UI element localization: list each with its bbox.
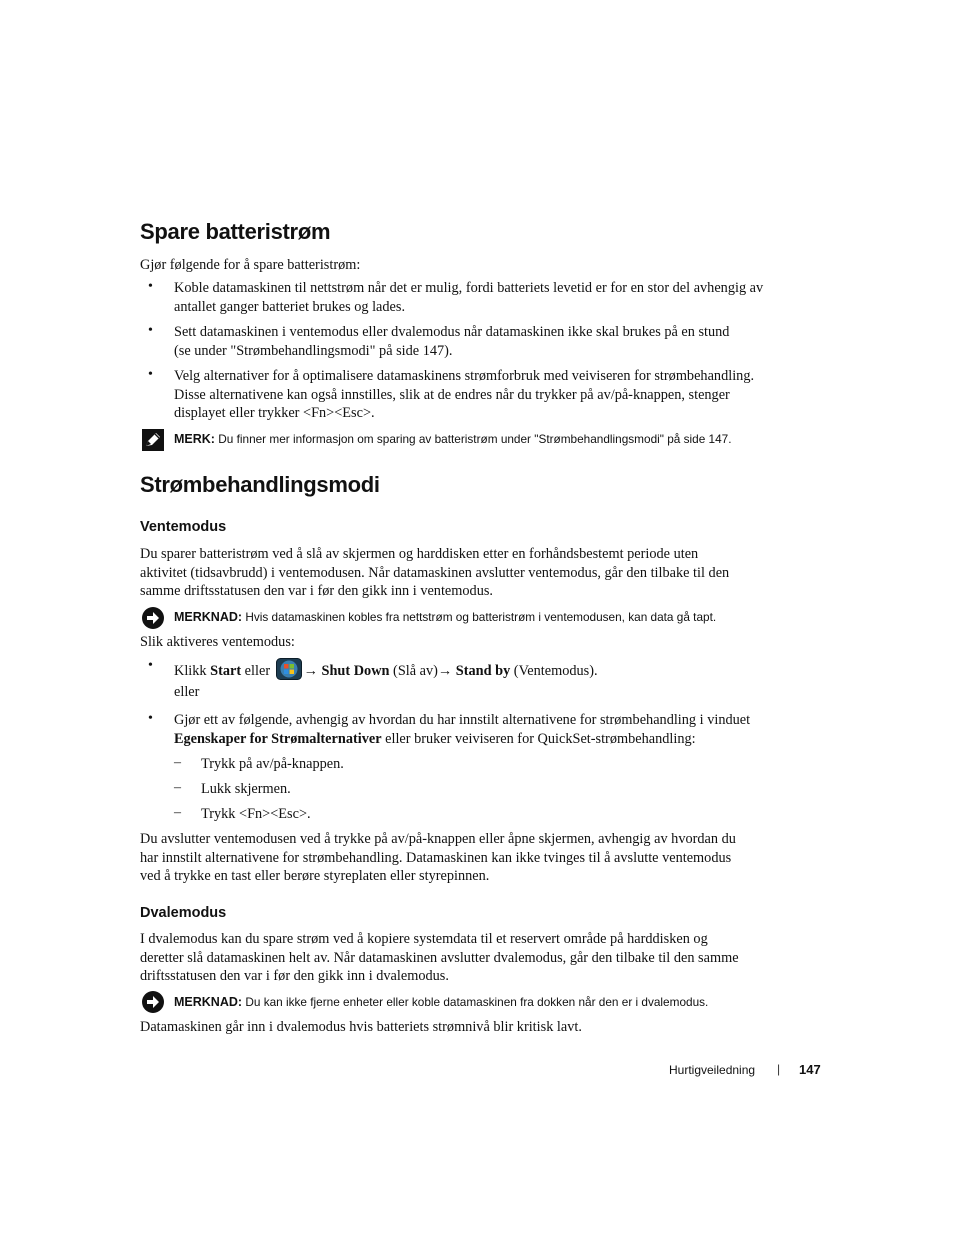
list-item-klikk-start xyxy=(174,658,824,681)
page-number: 147 xyxy=(799,1062,821,1077)
notice-label: MERKNAD: xyxy=(174,610,243,624)
text-fragment: eller xyxy=(241,663,274,679)
notice-text: Hvis datamaskinen kobles fra nettstrøm og batteristrøm i ventemodusen, kan data gå tapt. xyxy=(242,610,717,624)
bullet-mark: • xyxy=(148,323,153,338)
footer-section-name: Hurtigveiledning xyxy=(669,1063,756,1077)
list-item-line: Koble datamaskinen til nettstrøm når det er mulig, fordi batteriets levetid er for en stor del avhengig av xyxy=(174,280,764,296)
notice-dvalemodus xyxy=(174,994,708,1010)
text-fragment: (Slå av) xyxy=(389,663,438,679)
paragraph-line: driftsstatusen den var i før den gikk inn i dvalemodus. xyxy=(140,968,449,984)
dash-mark: – xyxy=(174,805,181,820)
bullet-mark: • xyxy=(148,711,153,726)
arrow-notice-icon xyxy=(141,990,165,1014)
or-text: eller xyxy=(174,684,200,700)
paragraph-line: har innstilt alternativene for strømbehandling. Datamaskinen kan ikke tvinges til å avslutte ventemodus xyxy=(140,849,732,866)
dash-item: Trykk på av/på-knappen. xyxy=(201,756,344,772)
intro-text: Gjør følgende for å spare batteristrøm: xyxy=(140,257,361,273)
activate-text: Slik aktiveres ventemodus: xyxy=(140,634,295,650)
dash-mark: – xyxy=(174,755,181,770)
arrow-notice-icon xyxy=(141,606,165,630)
list-item-line xyxy=(174,730,824,749)
text-fragment: Klikk xyxy=(174,663,211,679)
subsection-title-dvalemodus: Dvalemodus xyxy=(140,905,227,921)
text-fragment: eller bruker veiviseren for QuickSet-strømbehandling: xyxy=(381,730,696,747)
list-item xyxy=(174,367,824,423)
dvalemodus-paragraph-2: Datamaskinen går inn i dvalemodus hvis batteriets strømnivå blir kritisk lavt. xyxy=(140,1019,582,1035)
dash-mark: – xyxy=(174,780,181,795)
list-item-line: Velg alternativer for å optimalisere datamaskinens strømforbruk med veiviseren for strømbehandling. xyxy=(174,368,755,384)
list-item-line: antallet ganger batteriet brukes og lades. xyxy=(174,298,406,315)
ventemodus-paragraph-2 xyxy=(140,830,830,886)
arrow-glyph: → xyxy=(303,663,322,679)
standby-label: Stand by xyxy=(455,663,511,679)
paragraph-line: I dvalemodus kan du spare strøm ved å kopiere systemdata til et reservert område på harddisken og xyxy=(140,931,708,947)
list-item-gjor-ett xyxy=(174,711,824,748)
paragraph-line: ved å trykke en tast eller berøre styreplaten eller styrepinnen. xyxy=(140,868,490,884)
dash-item: Trykk <Fn><Esc>. xyxy=(201,806,311,822)
dash-item: Lukk skjermen. xyxy=(201,781,291,797)
notice-label: MERKNAD: xyxy=(174,995,243,1009)
section-title-spare-batteristrom: Spare batteristrøm xyxy=(140,219,331,244)
list-item xyxy=(174,323,824,360)
list-item xyxy=(174,279,824,316)
bullet-mark: • xyxy=(148,279,153,294)
bullet-mark: • xyxy=(148,658,153,673)
notice-ventemodus xyxy=(174,609,716,625)
list-item-line: Disse alternativene kan også innstilles, slik at de endres når du trykker på av/på-knappen, stenger xyxy=(174,386,730,403)
paragraph-line: deretter slå datamaskinen helt av. Når datamaskinen avslutter dvalemodus, går den tilbake til den samme xyxy=(140,949,739,966)
note-text: Du finner mer informasjon om sparing av batteristrøm under "Strømbehandlingsmodi" på side 147. xyxy=(214,432,732,446)
section-title-strombehandlingsmodi: Strømbehandlingsmodi xyxy=(140,472,380,497)
note-label: MERK: xyxy=(174,432,215,446)
paragraph-line: samme driftsstatusen den var i før den gikk inn i ventemodus. xyxy=(140,583,493,599)
bullet-mark: • xyxy=(148,367,153,382)
footer-separator: | xyxy=(777,1062,781,1076)
arrow-glyph: → xyxy=(437,663,456,679)
start-label: Start xyxy=(210,663,242,679)
pencil-note-icon xyxy=(141,428,165,452)
bold-term: Egenskaper for Strømalternativer xyxy=(174,730,382,747)
paragraph-line: Du avslutter ventemodusen ved å trykke på av/på-knappen eller åpne skjermen, avhengig av hvordan du xyxy=(140,831,736,847)
list-item-line: Sett datamaskinen i ventemodus eller dvalemodus når datamaskinen ikke skal brukes på en stund xyxy=(174,324,730,340)
list-item-line: Gjør ett av følgende, avhengig av hvordan du har innstilt alternativene for strømbehandling i vinduet xyxy=(174,712,751,728)
shutdown-label: Shut Down xyxy=(321,663,390,679)
notice-text: Du kan ikke fjerne enheter eller koble datamaskinen fra dokken når den er i dvalemodus. xyxy=(242,995,709,1009)
dvalemodus-paragraph-1 xyxy=(140,930,830,986)
paragraph-line: Du sparer batteristrøm ved å slå av skjermen og harddisken etter en forhåndsbestemt periode uten xyxy=(140,546,699,562)
list-item-line: displayet eller trykker <Fn><Esc>. xyxy=(174,405,375,421)
subsection-title-ventemodus: Ventemodus xyxy=(140,519,227,535)
note-merk xyxy=(174,431,732,447)
windows-start-icon xyxy=(276,658,302,680)
text-fragment: (Ventemodus). xyxy=(510,663,598,679)
paragraph-line: aktivitet (tidsavbrudd) i ventemodusen. Når datamaskinen avslutter ventemodus, går den tilbake til den xyxy=(140,564,730,581)
ventemodus-paragraph-1 xyxy=(140,545,830,601)
list-item-line: (se under "Strømbehandlingsmodi" på side 147). xyxy=(174,342,453,359)
